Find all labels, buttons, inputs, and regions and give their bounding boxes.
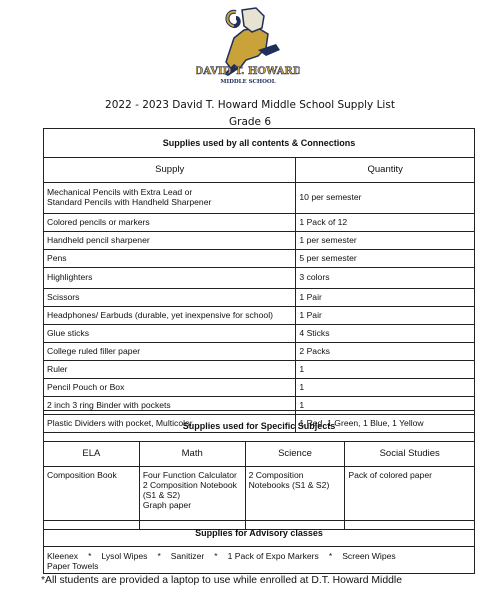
quantity-cell: 1 Pair (296, 307, 475, 325)
advisory-item: Screen Wipes (342, 551, 396, 561)
column-header-science: Science (245, 442, 345, 467)
svg-text:DAVID T. HOWARD: DAVID T. HOWARD (196, 66, 300, 77)
math-supply-text: 2 Composition Notebook (142, 479, 237, 490)
table-row (44, 268, 475, 289)
advisory-item: 1 Pack of Expo Markers (227, 551, 319, 561)
specific-subjects-heading: Supplies used for Specific Subjects (44, 411, 475, 442)
quantity-cell: 10 per semester (296, 183, 475, 214)
table-row (44, 183, 475, 214)
specific-subjects-table (43, 410, 475, 530)
quantity-cell: 3 colors (296, 268, 475, 289)
all-contents-heading: Supplies used by all contents & Connections (44, 129, 475, 158)
advisory-heading: Supplies for Advisory classes (44, 521, 474, 547)
table-row (44, 379, 475, 397)
math-supply-text: Four Function Calculator (142, 470, 237, 480)
page-title: 2022 - 2023 David T. Howard Middle School Supply List (105, 99, 395, 111)
quantity-cell: 1 per semester (296, 232, 475, 250)
table-row (44, 307, 475, 325)
table-row (44, 232, 475, 250)
supply-cell: Highlighters (44, 268, 296, 289)
table-row (44, 250, 475, 268)
advisory-item: Lysol Wipes (101, 551, 148, 561)
svg-text:MIDDLE SCHOOL: MIDDLE SCHOOL (220, 79, 276, 85)
quantity-cell: 4 Sticks (296, 325, 475, 343)
grade-label: Grade 6 (228, 116, 272, 128)
supply-cell: College ruled filler paper (44, 343, 296, 361)
quantity-cell: 1 Red, 1 Green, 1 Blue, 1 Yellow (296, 415, 475, 433)
quantity-cell: 1 Pair (296, 289, 475, 307)
advisory-items (44, 547, 474, 572)
separator: * (214, 551, 218, 561)
supply-text: Mechanical Pencils with Extra Lead or (47, 187, 193, 198)
column-header-quantity: Quantity (296, 158, 475, 183)
table-row (44, 343, 475, 361)
supply-cell: Scissors (44, 289, 296, 307)
supply-cell: Colored pencils or markers (44, 214, 296, 232)
table-row (44, 214, 475, 232)
column-header-ela: ELA (44, 442, 140, 467)
table-row (44, 289, 475, 307)
supply-cell (44, 183, 296, 214)
quantity-cell: 1 (296, 379, 475, 397)
column-header-supply: Supply (44, 158, 296, 183)
table-row (44, 325, 475, 343)
supply-cell: Pencil Pouch or Box (44, 379, 296, 397)
quantity-cell: 1 Pack of 12 (296, 214, 475, 232)
quantity-cell: 2 Packs (296, 343, 475, 361)
table-row (44, 361, 475, 379)
supply-cell: Pens (44, 250, 296, 268)
separator: * (88, 551, 92, 561)
math-supply-text: (S1 & S2) (142, 489, 181, 500)
advisory-supplies-box (43, 520, 475, 574)
social-studies-supplies: Pack of colored paper (345, 467, 475, 530)
science-supply-text: Notebooks (S1 & S2) (248, 479, 330, 490)
supply-cell: Headphones/ Earbuds (durable, yet inexpensive for school) (44, 307, 296, 325)
math-supply-text: Graph paper (142, 499, 192, 510)
advisory-item: Paper Towels (47, 561, 99, 572)
column-header-math: Math (139, 442, 245, 467)
supply-cell: Handheld pencil sharpener (44, 232, 296, 250)
supply-cell: Plastic Dividers with pocket, Multicolor (44, 415, 296, 433)
laptop-note: *All students are provided a laptop to use while enrolled at D.T. Howard Middle (41, 575, 402, 586)
advisory-item: Kleenex (47, 551, 79, 561)
separator: * (157, 551, 161, 561)
quantity-cell: 5 per semester (296, 250, 475, 268)
school-logo (196, 4, 300, 86)
supply-text: Standard Pencils with Handheld Sharpener (47, 197, 212, 207)
quantity-cell: 1 (296, 361, 475, 379)
all-contents-table (43, 128, 475, 433)
separator: * (328, 551, 333, 561)
ela-supplies: Composition Book (44, 467, 140, 530)
quantity-cell: 1 (296, 397, 475, 415)
supply-cell: Glue sticks (44, 325, 296, 343)
science-supply-text: 2 Composition (248, 470, 304, 480)
column-header-social-studies: Social Studies (345, 442, 475, 467)
supply-cell: 2 inch 3 ring Binder with pockets (44, 397, 296, 415)
advisory-item: Sanitizer (170, 551, 205, 561)
supply-cell: Ruler (44, 361, 296, 379)
